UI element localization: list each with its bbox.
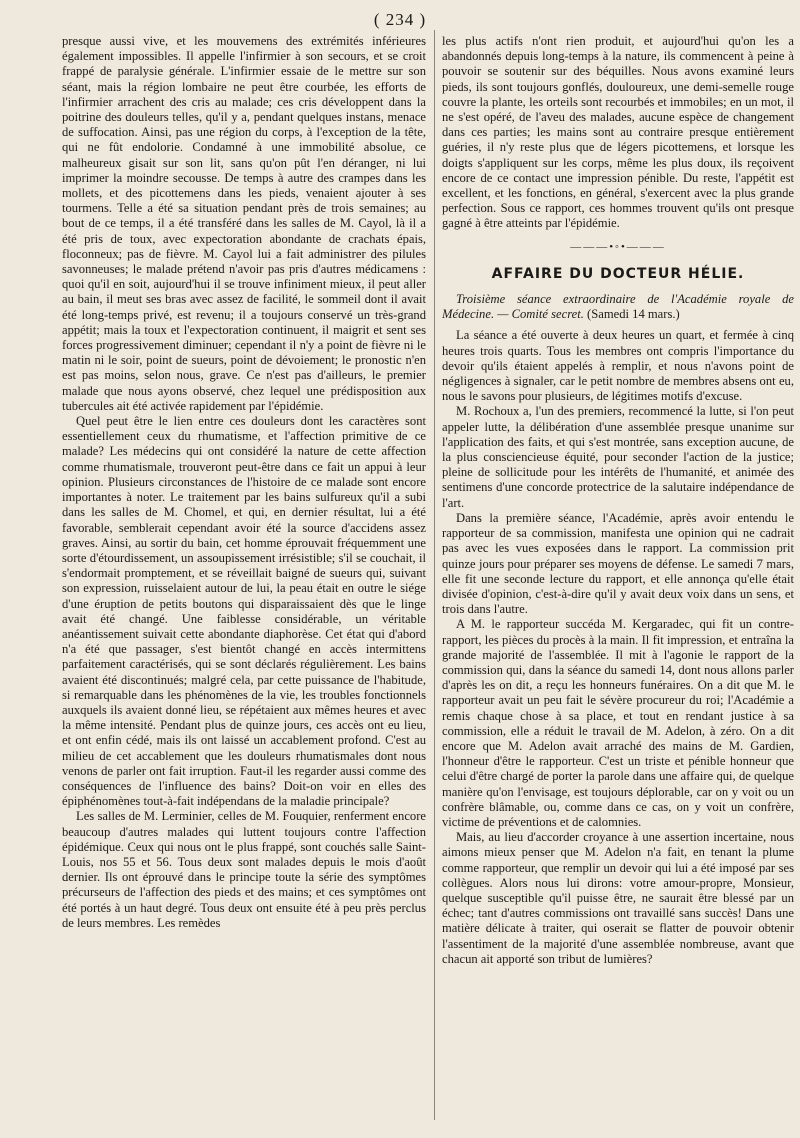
column-divider bbox=[434, 30, 435, 1120]
subtitle-italic: Troisième séance extraordinaire de l'Académie royale de Médecine. — Comité secret. bbox=[442, 292, 794, 322]
left-paragraph: Les salles de M. Lerminier, celles de M. Fouquier, renferment encore beaucoup d'autres malades qui luttent toujours contre l'affection épidémique. Ceux qui nous ont le plus frappé, sont couchés salle Saint-Louis, nos 55 et 56. Tous deux sont malades depuis le mois d'août dernier. Ils ont éprouvé dans le principe toute la série des symptômes précurseurs de l'affection des pieds et des mains; et ces symptômes ont été portés à un haut degré. Tous deux ont ensuite été à peu près perclus de leurs membres. Les remèdes bbox=[62, 809, 426, 930]
article-paragraph: A M. le rapporteur succéda M. Kergaradec, qui fit un contre-rapport, les pièces du procès à la main. Il fit impression, et entraîna la grande majorité de l'assemblée. Il mit à l'agonie le rapport de la commission qui, dans la séance du samedi 14, dont nous allons parler d'après les on dit, a reçu les honneurs funéraires. On a dit que M. le rapporteur avait un peu fait le sévère procureur du roi; l'Académie a remis chaque chose à sa place, et tout en rendant justice à sa commission, elle a réduit le travail de M. Adelon, à zéro. On a dit encore que M. Adelon avait arraché des mains de M. Gardien, l'honneur d'être le rapporteur. C'est un triste et pénible honneur que celui d'être chargé de porter la parole dans une affaire qui, de quelque manière qu'on l'envisage, est toujours déplorable, car on y voit ou un confrère blâmable, ou, comme dans ce cas, on y voit un confrère, victime de préventions et de calomnies. bbox=[442, 617, 794, 829]
left-paragraph: presque aussi vive, et les mouvemens des extrémités inférieures également impossibles. Il appelle l'infirmier à son secours, et se croit frappé de paralysie générale. L'infirmier essaie de le mettre sur son séant, mais la région lombaire ne peut être courbée, les efforts de l'infirmier arrachent des cris au malade; ces cris développent dans la poitrine des douleurs telles, qu'il y a, pendant quelques instans, menace de suffocation. Ainsi, pas une région du corps, à l'exception de la tête, qui ne fût endolorie. Condamné à une immobilité absolue, ce malheureux gisait sur son lit, sans qu'on pût l'en déranger, ni lui imprimer la moindre secousse. De temps à autre des crampes dans les mollets, et des picottemens dans les pieds, venaient ajouter à ses tourmens. Telle a été sa situation pendant près de trois semaines; au bout de ce temps, il a été transféré dans les salles de M. Cayol, là il a été pris de toux, avec expectoration abondante de crachats épais, floconneux; pas de fièvre. M. Cayol lui a fait administrer des pilules savonneuses; le malade prétend n'avoir pas pris d'autres médicamens : quoi qu'il en soit, aujourd'hui il se trouve infiniment mieux, il peut aller au bain, il meut ses bras avec assez de facilité, le sommeil dont il avait été long-temps privé, est revenu; il a toujours conservé un très-grand appétit; mais la toux et l'expectoration continuent, il maigrit et sent ses forces progressivement diminuer; cependant il n'y a point de fièvre ni le matin ni le soir, point de sueurs, point de dévoiement; le pronostic n'en est pas moins, selon nous, grave. Ce n'est pas d'ailleurs, le premier malade que nous ayons observé, chez lequel une prédisposition aux tubercules ait été activée rapidement par l'épidémie. bbox=[62, 34, 426, 413]
section-ornament: ———•◦•——— bbox=[570, 240, 666, 253]
article-subtitle bbox=[442, 292, 794, 322]
left-paragraph: Quel peut être le lien entre ces douleurs dont les caractères sont essentiellement ceux du rhumatisme, et l'affection primitive de ce malade? Les médecins qui ont considéré la nature de cette affection comme rhumatismale, trouveront peut-être dans ce fait un appui à leur opinion. Plusieurs circonstances de l'histoire de ce malade sont encore importantes à noter. Le traitement par les bains sulfureux qu'il a subi dans les salles de M. Chomel, et qui, en dernier résultat, lui a été favorable, semblerait cependant avoir été la source d'accidens assez graves. Ainsi, au sortir du bain, cet homme éprouvait fréquemment une sorte d'étourdissement, un assoupissement irrésistible; s'il se couchait, il s'endormait promptement, et se réveillait baigné de sueurs qui, suivant son expression, ruisselaient autour de lui, la peau était en outre le siége d'une éruption de petits boutons qui disparaissaient dès que le linge avait été changé. Une faiblesse considérable, un véritable anéantissement suivait cette abondante diaphorèse. Cet état qui d'abord n'a été que passager, s'est bientôt changé en accès intermittens parfaitement caractérisés, qui se sont déclarés régulièrement. Les bains avaient été discontinués; malgré cela, par cette puissance de l'habitude, si remarquable dans les phénomènes de la vie, les troubles fonctionnels auxquels ils avaient donné lieu, se répétaient aux mêmes heures et avec la même intensité. Pendant plus de quinze jours, ces accès ont eu lieu, et ont enfin cédé, mais ils ont laissé un accablement profond. C'est au milieu de cet accablement que les douleurs rhumatismales dont nous venons de parler ont fait irruption. Faut-il les regarder aussi comme des conséquences de l'influence des bains? Doit-on voir en elles des épiphénomènes tout-à-fait indépendans de la maladie principale? bbox=[62, 414, 426, 809]
right-column bbox=[442, 34, 794, 967]
subtitle-date: (Samedi 14 mars.) bbox=[587, 307, 680, 322]
continuation-paragraph: les plus actifs n'ont rien produit, et aujourd'hui qu'on les a abandonnés depuis long-temps à la nature, ils commencent à peine à pouvoir se soutenir sur des béquilles. Nous avons examiné leurs pieds, ils sont toujours gonflés, douloureux, une demi-semelle rouge couvre la plante, les orteils sont recourbés et immobiles; en un mot, il ne s'est opéré, de l'aveu des malades, aucune espèce de changement dans ces parties; les mains sont au contraire presque entièrement guéries, il n'y reste plus que de légers picottemens, et lorsque les doigts s'appliquent sur les corps, même les plus doux, ils reçoivent encore de ce contact une impression pénible. Du reste, l'appétit est excellent, et les fonctions, en général, s'exercent avec la plus grande perfection. Sous ce rapport, ces hommes trouvent qu'ils ont presque gagné à être atteints par l'épidémie. bbox=[442, 34, 794, 231]
page-number: ( 234 ) bbox=[373, 10, 427, 29]
article-paragraph: Dans la première séance, l'Académie, après avoir entendu le rapporteur de sa commission, manifesta une opinion qui ne cadrait pas avec les vues exposées dans le rapport. La commission prit quinze jours pour préparer ses moyens de défense. Le samedi 7 mars, elle fit une seconde lecture du rapport, et elle annonça qu'elle était divisée d'opinion, c'est-à-dire qu'il y avait deux voix dans un sens, et trois dans l'autre. bbox=[442, 510, 794, 617]
article-heading: AFFAIRE DU DOCTEUR HÉLIE. bbox=[491, 265, 745, 282]
article-paragraph: La séance a été ouverte à deux heures un quart, et fermée à cinq heures trois quarts. Tous les membres ont compris l'importance du devoir qu'ils étaient appelés à remplir, et nous n'avons point de négligences à signaler, car le petit nombre de membres absens ont eu, nous le savons pour plusieurs, de légitimes motifs d'excuse. bbox=[442, 328, 794, 404]
article-paragraph: Mais, au lieu d'accorder croyance à une assertion incertaine, nous aimons mieux penser que M. Adelon n'a fait, en tenant la plume comme rapporteur, que remplir un devoir qui lui a été imposé par ses collègues. Alors nous lui dirons: votre amour-propre, Monsieur, quelque susceptible qu'il puisse être, ne saurait être blessé par un échec; tant d'autres commissions ont travaillé sans succès! Dans une matière délicate à traiter, qui oserait se flatter de pouvoir obtenir l'assentiment de la majorité d'une assemblée nombreuse, avant que chacun ait apporté son tribut de lumières? bbox=[442, 830, 794, 966]
left-column bbox=[62, 34, 426, 931]
article-paragraph: M. Rochoux a, l'un des premiers, recommencé la lutte, si l'on peut appeler lutte, la délibération d'une assemblée presque unanime sur l'application des faits, et qui s'est montrée, sans exception aucune, de la plus consciencieuse équité, pour seconder l'action de la justice; pleine de sollicitude pour les intérêts de l'humanité, et animée des sentimens d'une concorde protectrice de la salutaire indépendance de l'art. bbox=[442, 404, 794, 510]
